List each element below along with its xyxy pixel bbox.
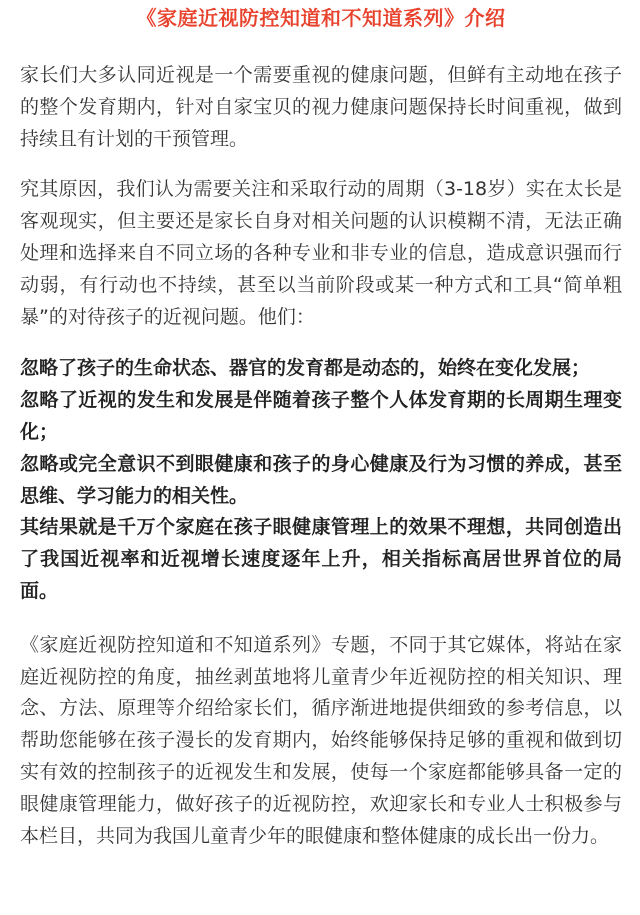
key-point-item: 忽略了孩子的生命状态、器官的发育都是动态的，始终在变化发展； — [20, 357, 591, 380]
series-intro-paragraph: 《家庭近视防控知道和不知道系列》专题，不同于其它媒体，将站在家庭近视防控的角度，抽丝剥茧地将儿童青少年近视防控的相关知识、理念、方法、原理等介绍给家长们，循序渐进地提供细致的参考信息，以帮助您能够在孩子漫长的发育期内，始终能够保持足够的重视和做到切实有效的控制孩子的近视发生和发展，使每一个家庭都能够具备一定的眼健康管理能力，做好孩子的近视防控，欢迎家长和专业人士积极参与本栏目，共同为我国儿童青少年的眼健康和整体健康的成长出一份力。 — [20, 633, 622, 847]
key-points-block — [20, 353, 622, 607]
key-point-item: 忽略了近视的发生和发展是伴随着孩子整个人体发育期的长周期生理变化； — [20, 389, 622, 443]
article-title: 《家庭近视防控知道和不知道系列》介绍 — [136, 6, 506, 30]
reason-paragraph: 究其原因，我们认为需要关注和采取行动的周期（3-18岁）实在太长是客观现实，但主要还是家长自身对相关问题的认识模糊不清，无法正确处理和选择来自不同立场的各种专业和非专业的信息，造成意识强而行动弱，有行动也不持续，甚至以当前阶段或某一种方式和工具“简单粗暴”的对待孩子的近视问题。他们： — [20, 178, 622, 328]
intro-paragraph: 家长们大多认同近视是一个需要重视的健康问题，但鲜有主动地在孩子的整个发育期内，针对自家宝贝的视力健康问题保持长时间重视，做到持续且有计划的干预管理。 — [20, 64, 622, 150]
key-point-conclusion: 其结果就是千万个家庭在孩子眼健康管理上的效果不理想，共同创造出了我国近视率和近视增长速度逐年上升，相关指标高居世界首位的局面。 — [20, 516, 622, 602]
key-point-item: 忽略或完全意识不到眼健康和孩子的身心健康及行为习惯的养成，甚至思维、学习能力的相关性。 — [20, 452, 622, 507]
